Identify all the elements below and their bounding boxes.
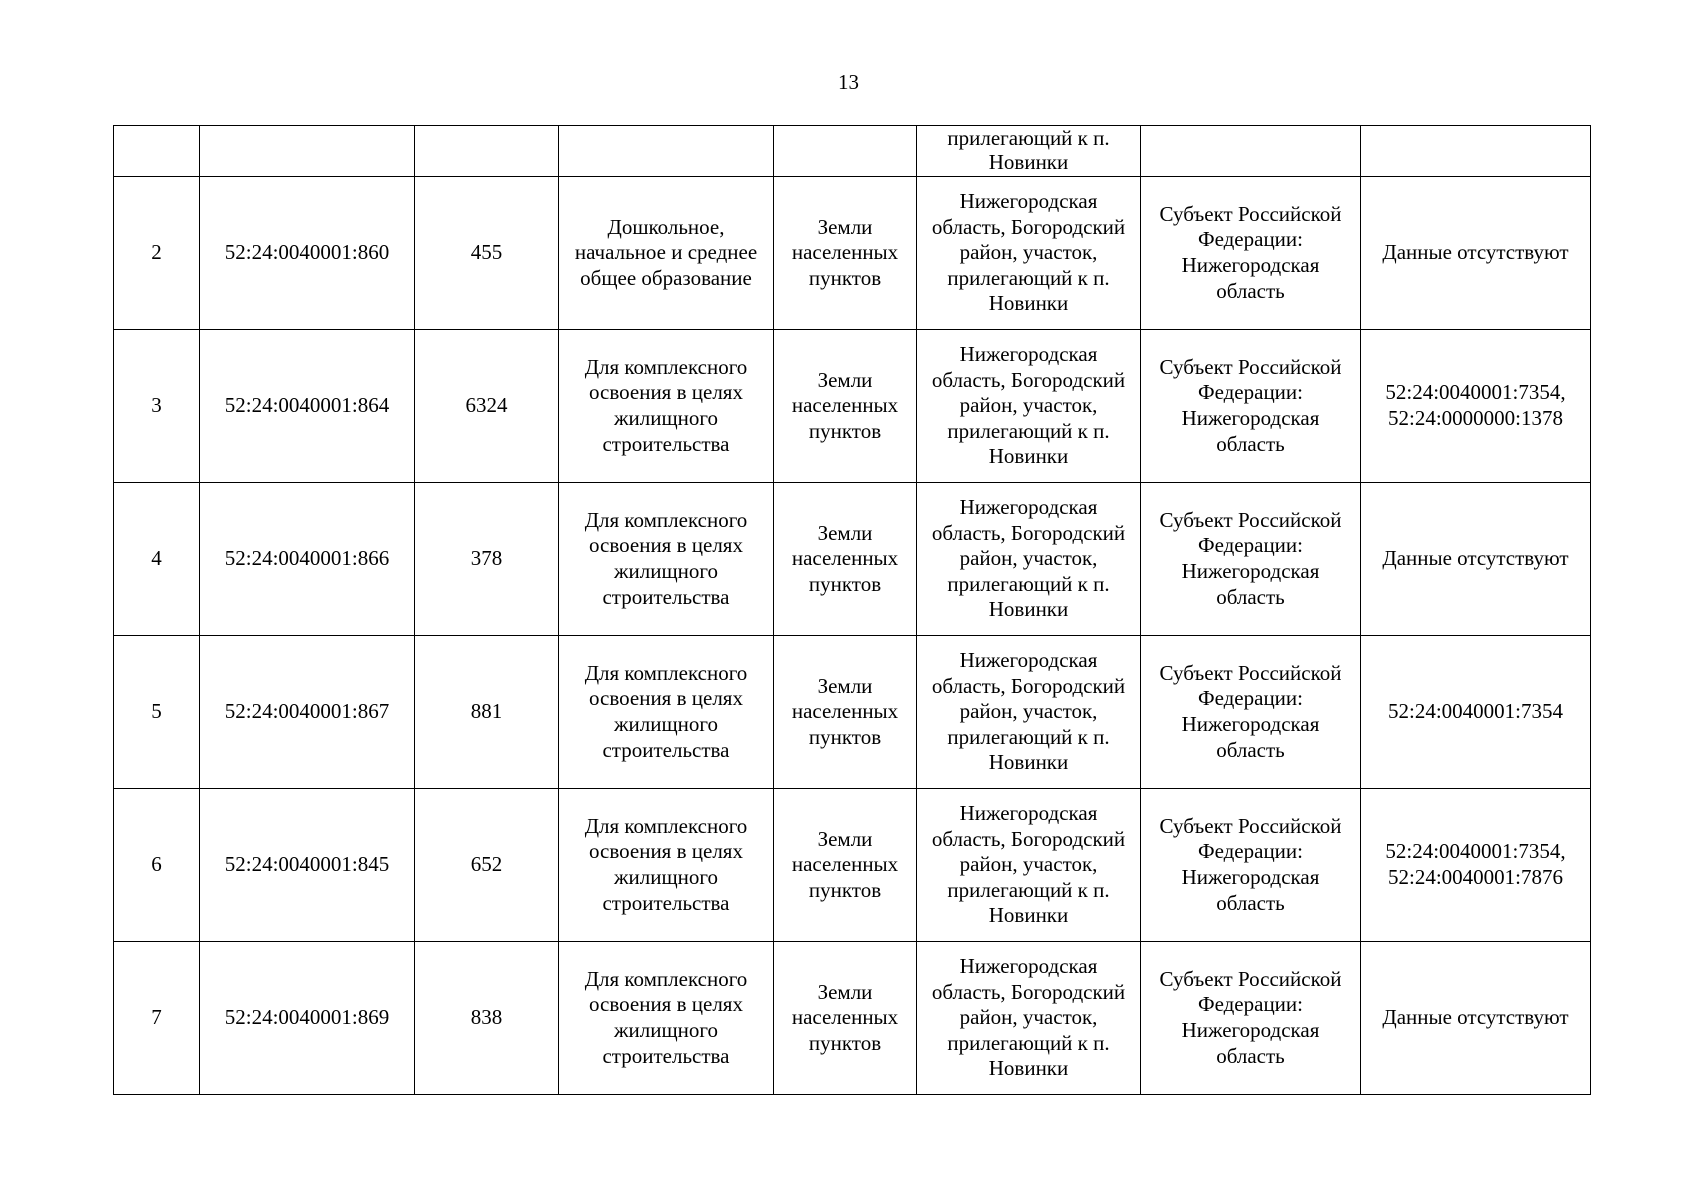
cell-category: Земли населенных пунктов xyxy=(774,330,917,483)
cell-num: 3 xyxy=(114,330,200,483)
cell-num xyxy=(114,126,200,177)
cell-area xyxy=(415,126,559,177)
cell-address: Нижегородская область, Богородский район, участок, прилегающий к п. Новинки xyxy=(917,789,1141,942)
cell-buildings: Данные отсутствуют xyxy=(1361,483,1591,636)
cell-use: Для комплексного освоения в целях жилищного строительства xyxy=(559,942,774,1095)
cell-owner: Субъект Российской Федерации: Нижегородская область xyxy=(1141,330,1361,483)
cell-use: Для комплексного освоения в целях жилищного строительства xyxy=(559,483,774,636)
table-row xyxy=(114,177,1591,330)
cell-category: Земли населенных пунктов xyxy=(774,942,917,1095)
cell-address: прилегающий к п. Новинки xyxy=(917,126,1141,177)
cell-owner: Субъект Российской Федерации: Нижегородская область xyxy=(1141,942,1361,1095)
table-row xyxy=(114,483,1591,636)
cell-category: Земли населенных пунктов xyxy=(774,636,917,789)
table-row xyxy=(114,789,1591,942)
cell-use xyxy=(559,126,774,177)
cell-area: 838 xyxy=(415,942,559,1095)
page-number: 13 xyxy=(838,70,859,94)
cell-address: Нижегородская область, Богородский район, участок, прилегающий к п. Новинки xyxy=(917,942,1141,1095)
cell-category: Земли населенных пунктов xyxy=(774,789,917,942)
cell-category: Земли населенных пунктов xyxy=(774,483,917,636)
cell-cadastral: 52:24:0040001:867 xyxy=(200,636,415,789)
cell-area: 881 xyxy=(415,636,559,789)
cell-owner: Субъект Российской Федерации: Нижегородская область xyxy=(1141,636,1361,789)
cell-num: 2 xyxy=(114,177,200,330)
cell-category xyxy=(774,126,917,177)
cell-area: 455 xyxy=(415,177,559,330)
cell-buildings xyxy=(1361,126,1591,177)
cell-area: 378 xyxy=(415,483,559,636)
cell-owner xyxy=(1141,126,1361,177)
cell-area: 6324 xyxy=(415,330,559,483)
cell-cadastral: 52:24:0040001:860 xyxy=(200,177,415,330)
cell-buildings: 52:24:0040001:7354, 52:24:0040001:7876 xyxy=(1361,789,1591,942)
cell-cadastral: 52:24:0040001:866 xyxy=(200,483,415,636)
cell-cadastral: 52:24:0040001:864 xyxy=(200,330,415,483)
cell-buildings: 52:24:0040001:7354, 52:24:0000000:1378 xyxy=(1361,330,1591,483)
table-row-continuation xyxy=(114,126,1591,177)
cell-num: 7 xyxy=(114,942,200,1095)
cell-cadastral: 52:24:0040001:869 xyxy=(200,942,415,1095)
cell-use: Дошкольное, начальное и среднее общее образование xyxy=(559,177,774,330)
cell-address: Нижегородская область, Богородский район, участок, прилегающий к п. Новинки xyxy=(917,177,1141,330)
cell-address: Нижегородская область, Богородский район, участок, прилегающий к п. Новинки xyxy=(917,636,1141,789)
cell-category: Земли населенных пунктов xyxy=(774,177,917,330)
cell-num: 5 xyxy=(114,636,200,789)
cell-num: 4 xyxy=(114,483,200,636)
table-row xyxy=(114,636,1591,789)
cell-buildings: Данные отсутствуют xyxy=(1361,177,1591,330)
cell-area: 652 xyxy=(415,789,559,942)
cell-use: Для комплексного освоения в целях жилищного строительства xyxy=(559,330,774,483)
land-plots-table xyxy=(113,125,1591,1095)
cell-buildings: 52:24:0040001:7354 xyxy=(1361,636,1591,789)
cell-address: Нижегородская область, Богородский район, участок, прилегающий к п. Новинки xyxy=(917,483,1141,636)
cell-use: Для комплексного освоения в целях жилищного строительства xyxy=(559,636,774,789)
cell-buildings: Данные отсутствуют xyxy=(1361,942,1591,1095)
cell-owner: Субъект Российской Федерации: Нижегородская область xyxy=(1141,483,1361,636)
cell-owner: Субъект Российской Федерации: Нижегородская область xyxy=(1141,177,1361,330)
cell-use: Для комплексного освоения в целях жилищного строительства xyxy=(559,789,774,942)
cell-cadastral xyxy=(200,126,415,177)
table-row xyxy=(114,942,1591,1095)
cell-address: Нижегородская область, Богородский район, участок, прилегающий к п. Новинки xyxy=(917,330,1141,483)
cell-cadastral: 52:24:0040001:845 xyxy=(200,789,415,942)
table-row xyxy=(114,330,1591,483)
cell-num: 6 xyxy=(114,789,200,942)
cell-owner: Субъект Российской Федерации: Нижегородская область xyxy=(1141,789,1361,942)
